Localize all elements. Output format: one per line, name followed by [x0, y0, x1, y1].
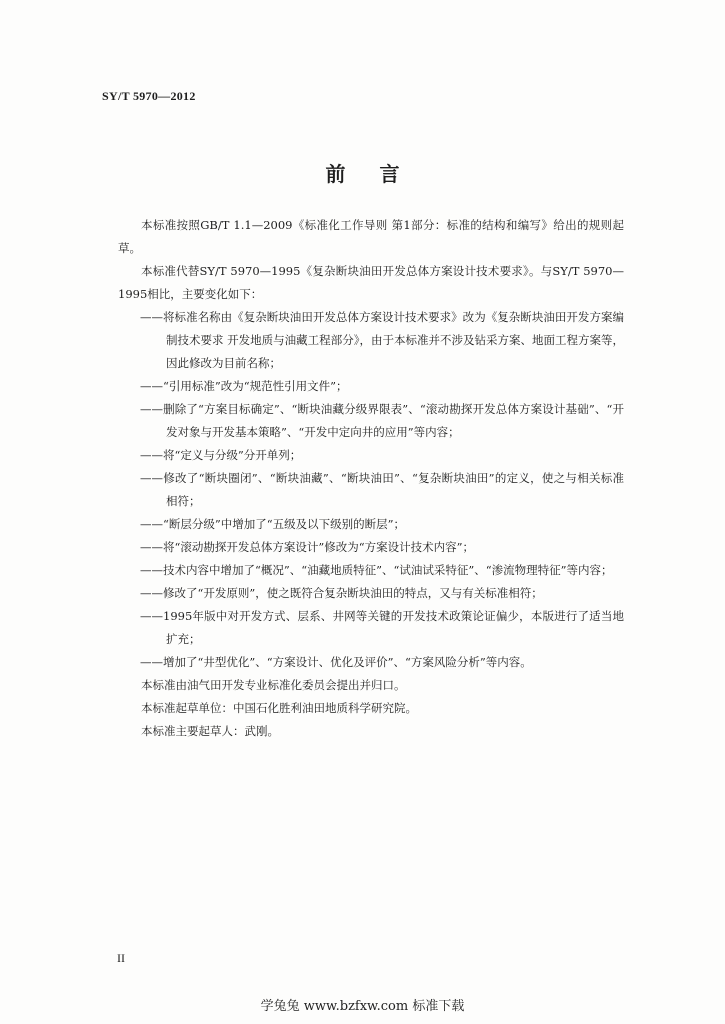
changes-list [118, 306, 624, 674]
site-watermark: 学兔兔 www.bzfxw.com 标准下载 [260, 999, 465, 1014]
change-item: ——增加了“井型优化”、“方案设计、优化及评价”、“方案风险分析”等内容。 [140, 655, 532, 669]
page-title: 前言 [325, 162, 434, 186]
foreword-body [118, 214, 624, 743]
closing-paragraph-proposer: 本标准由油气田开发专业标准化委员会提出并归口。 [141, 678, 406, 692]
change-item: ——“断层分级”中增加了“五级及以下级别的断层”； [140, 517, 406, 531]
change-item: ——“引用标准”改为“规范性引用文件”； [140, 379, 348, 393]
change-item: ——将标准名称由《复杂断块油田开发总体方案设计技术要求》改为《复杂断块油田开发方案编制技术要求 开发地质与油藏工程部分》，由于本标准并不涉及钻采方案、地面工程方案等，因此修改为目前名称； [140, 310, 624, 370]
document-code-header: SY/T 5970—2012 [102, 89, 196, 103]
closing-paragraph-drafting-unit: 本标准起草单位：中国石化胜利油田地质科学研究院。 [141, 701, 417, 715]
change-item: ——1995年版中对开发方式、层系、井网等关键的开发技术政策论证偏少，本版进行了适当地扩充； [140, 609, 624, 646]
change-item: ——修改了“开发原则”，使之既符合复杂断块油田的特点，又与有关标准相符； [140, 586, 543, 600]
change-item: ——将“滚动勘探开发总体方案设计”修改为“方案设计技术内容”； [140, 540, 475, 554]
change-item: ——删除了“方案目标确定”、“断块油藏分级界限表”、“滚动勘探开发总体方案设计基础”、“开发对象与开发基本策略”、“开发中定向井的应用”等内容； [140, 402, 624, 439]
intro-paragraph-2: 本标准代替SY/T 5970—1995《复杂断块油田开发总体方案设计技术要求》。与SY/T 5970—1995相比，主要变化如下： [118, 264, 624, 301]
change-item: ——技术内容中增加了“概况”、“油藏地质特征”、“试油试采特征”、“渗流物理特征”等内容； [140, 563, 613, 577]
change-item: ——将“定义与分级”分开单列； [140, 448, 302, 462]
page-number: II [117, 951, 125, 965]
intro-paragraph-1: 本标准按照GB/T 1.1—2009《标准化工作导则 第1部分：标准的结构和编写》给出的规则起草。 [118, 218, 624, 255]
closing-paragraph-drafters: 本标准主要起草人：武刚。 [141, 724, 279, 738]
change-item: ——修改了“断块圈闭”、“断块油藏”、“断块油田”、“复杂断块油田”的定义，使之与相关标准相符； [140, 471, 624, 508]
